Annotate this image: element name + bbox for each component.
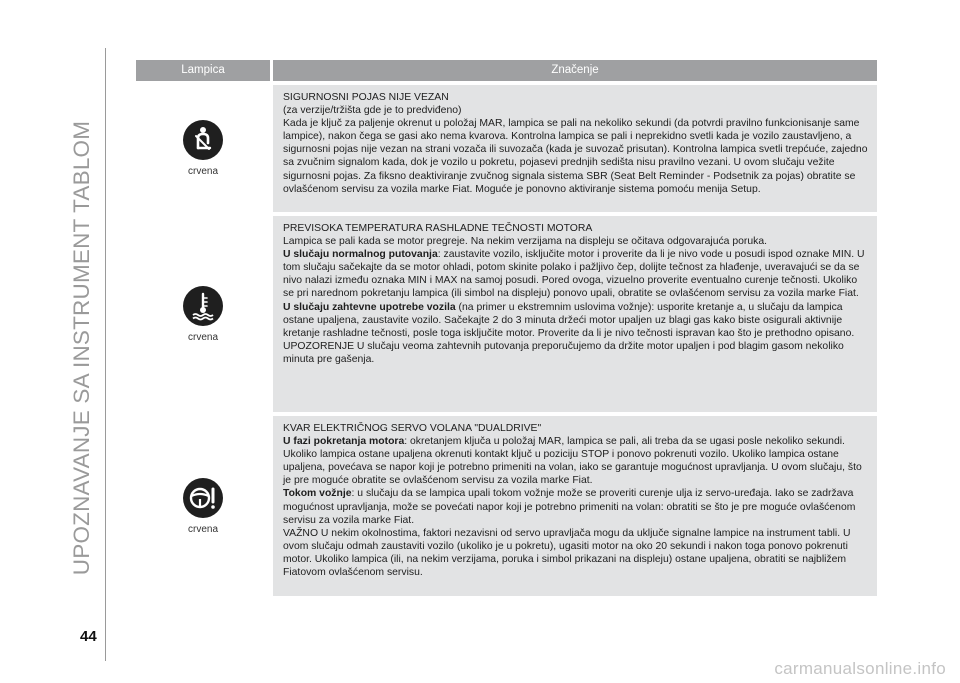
- bold-phrase: U fazi pokretanja motora: [283, 436, 405, 448]
- watermark: carmanualsonline.info: [774, 659, 946, 678]
- bold-phrase: U slučaju zahtevne upotrebe vozila: [283, 301, 456, 313]
- table-header: [136, 60, 877, 81]
- bold-phrase: U slučaju normalnog putovanja: [283, 249, 438, 261]
- row-paragraph: [283, 435, 869, 487]
- seatbelt-icon: [183, 120, 223, 160]
- side-divider-line: [105, 48, 106, 661]
- row-paragraph: [283, 248, 869, 300]
- paragraph-text: : okretanjem ključa u položaj MAR, lampica se pali, ali treba da se ugasi posle nekoliko sekundi. Ukoliko lampica ostane upaljena okrenuti kontakt ključ u poziciju STOP i ponovo pokrenuti vozilo. Ukoliko lampica ostane upaljena, povećava se napor koji je potrebno primeniti na volan, iako se garantuje mogućnost upravljanja. U ovom slučaju, što je pre moguće obratite se ovlašćenom servisu za vozila marke Fiat.: [283, 436, 862, 487]
- icon-cell: [136, 216, 270, 412]
- meaning-cell: [270, 216, 877, 412]
- row-paragraph: [283, 487, 869, 526]
- meaning-cell: [270, 85, 877, 212]
- row-title: SIGURNOSNI POJAS NIJE VEZAN: [283, 92, 449, 103]
- table-row: [136, 416, 877, 596]
- paragraph-text: : u slučaju da se lampica upali tokom vožnje može se proveriti curenje ulja iz servo-uređaja. Iako se zadržava mogućnost upravljanja, može se povećati napor koji je potrebno primeniti na volan: obratiti se što je pre moguće ovlašćenom servisu za vozila marke Fiat.: [283, 488, 856, 526]
- row-body: Kada je ključ za paljenje okrenut u položaj MAR, lampica se pali na nekoliko sekundi (da potvrdi pravilno funkcionisanje same lampice), nakon čega se gasi ako nema kvarova. Kontrolna lampica se pali i neprekidno svetli kada je vozilo zaustavljeno, a sigurnosni pojas nije vezan na strani vozača ili suvozača (kada je suvozač prisutan). Kontrolna lampica svetli trepćuće, zajedno sa zvučnim signalom kada, dok je vozilo u pokretu, pojasevi prednjih sedišta nisu pravilno vezani. U ovom slučaju vežite sigurnosni pojas. Za fiksno deaktiviranje zvučnog signala sistema SBR (Seat Belt Reminder - Podsetnik za pojas) obratite se ovlašćenom servisu za vozila marke Fiat. Moguće je ponovno aktiviranje sistema pomoću menija Setup.: [283, 118, 868, 195]
- row-title: KVAR ELEKTRIČNOG SERVO VOLANA "DUALDRIVE": [283, 423, 542, 434]
- side-section-title: UPOZNAVANJE SA INSTRUMENT TABLOM: [69, 120, 94, 576]
- meaning-cell: [270, 416, 877, 596]
- row-warning: UPOZORENJE U slučaju veoma zahtevnih putovanja preporučujemo da držite motor upaljen i pod blagim gasom nekoliko minuta pre gašenja.: [283, 340, 844, 365]
- row-intro: Lampica se pali kada se motor pregreje. Na nekim verzijama na displeju se očitava odgovarajuća poruka.: [283, 236, 767, 248]
- paragraph-text: : zaustavite vozilo, isključite motor i proverite da li je nivo vode u posudi ispod oznake MIN. U tom slučaju sačekajte da se motor ohladi, potom skinite polako i pažljivo čep, dolijte tečnost za hlađenje, uveravajući se da se nivo nalazi između oznaka MIN i MAX na samoj posudi. Pored ovoga, vizuelno proverite eventualno curenje tečnosti. Ukoliko se pri narednom pokretanju lampica (ili simbol na displeju) ponovo upali, obratite se ovlašćenom servisu za vozila marke Fiat.: [283, 249, 865, 300]
- row-subtitle: (za verzije/tržišta gde je to predviđeno): [283, 105, 462, 117]
- paragraph-text: (na primer u ekstremnim uslovima vožnje): usporite kretanje a, u slučaju da lampica ostane upaljena, zaustavite vozilo. Sačekajte 2 do 3 minuta držeći motor upaljen uz blagi gas kako biste osigurali aktivnije kretanje rashladne tečnosti, posle toga isključite motor. Proverite da li je nivo tečnosti ispravan kao što je prethodno opisano.: [283, 301, 855, 339]
- bold-phrase: Tokom vožnje: [283, 488, 352, 500]
- steering-warning-icon: [183, 478, 223, 518]
- icon-cell: [136, 416, 270, 596]
- icon-cell: [136, 85, 270, 212]
- color-label: crvena: [187, 166, 218, 177]
- table-row: [136, 85, 877, 212]
- color-label: crvena: [187, 523, 218, 535]
- table-row: [136, 216, 877, 412]
- header-znacenje: Značenje: [270, 60, 877, 81]
- warning-lights-table: [136, 60, 877, 596]
- row-paragraph: [283, 301, 869, 340]
- page-number: 44: [80, 628, 97, 645]
- coolant-temperature-icon: [183, 286, 223, 326]
- row-note: VAŽNO U nekim okolnostima, faktori nezavisni od servo upravljača mogu da uključe signalne lampice na instrument tabli. U ovom slučaju odmah zaustaviti vozilo (ukoliko je u pokretu), ugasiti motor na oko 20 sekundi i nakon toga ponovo pokrenuti motor. Ukoliko lampica (ili, na nekim verzijama, poruka i simbol prikazani na displeju) ostane upaljena, obratiti se najbližem Fiatovom ovlašćenom servisu.: [283, 527, 851, 579]
- color-label: crvena: [187, 331, 218, 343]
- header-lampica: Lampica: [181, 64, 225, 76]
- row-title: PREVISOKA TEMPERATURA RASHLADNE TEČNOSTI MOTORA: [283, 223, 593, 234]
